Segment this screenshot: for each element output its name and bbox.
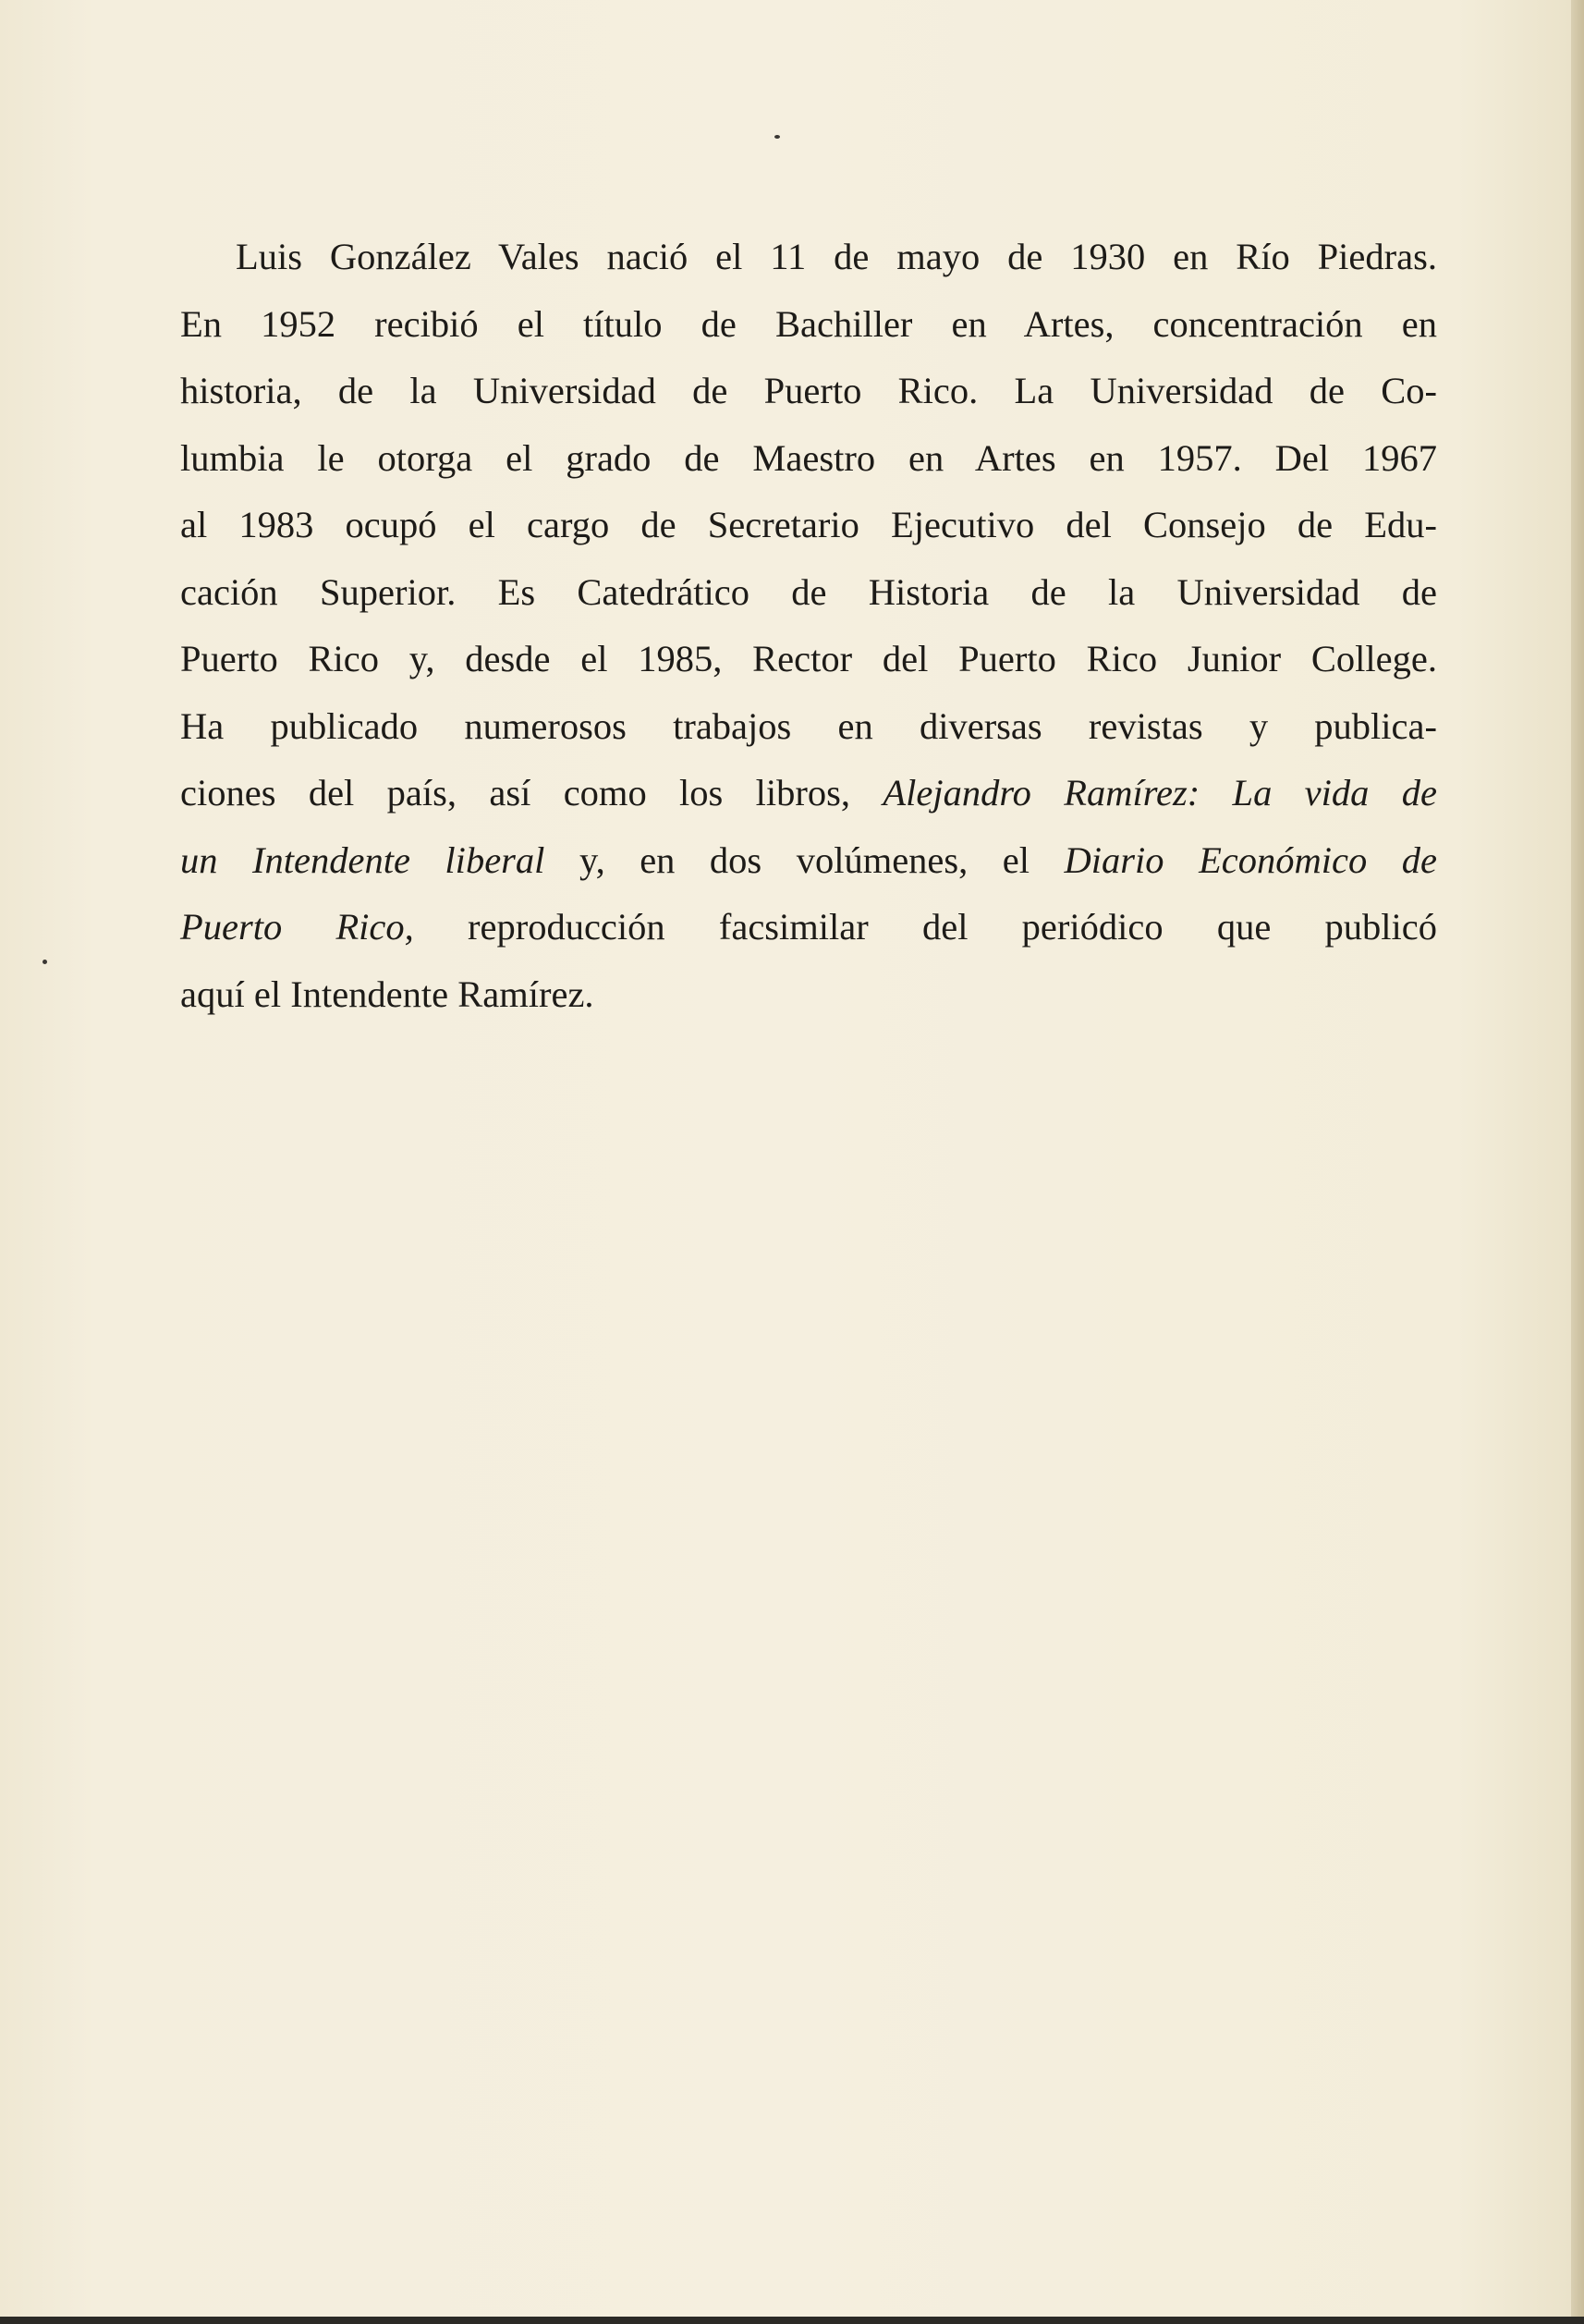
text-line: cación Superior. Es Catedrático de Historia de la Universidad de — [180, 570, 1437, 613]
text-line: historia, de la Universidad de Puerto Rico. La Universidad de Co- — [180, 370, 1437, 411]
text-line: Puerto Rico, reproducción facsimilar del periódico que publicó — [180, 906, 1437, 948]
ink-speck — [774, 135, 780, 139]
biography-paragraph — [180, 224, 1437, 1028]
page-edge-right — [1571, 0, 1584, 2324]
book-title-italic: Alejandro Ramírez: La vida de — [883, 772, 1437, 813]
text-line: En 1952 recibió el título de Bachiller en Artes, concentración en — [180, 302, 1437, 345]
text-line: lumbia le otorga el grado de Maestro en Artes en 1957. Del 1967 — [180, 436, 1437, 479]
text-line: aquí el Intendente Ramírez. — [180, 972, 594, 1015]
text-line: ciones del país, así como los libros, Alejandro Ramírez: La vida de — [180, 772, 1437, 813]
text-line: Ha publicado numerosos trabajos en diversas revistas y publica- — [180, 704, 1437, 747]
book-title-italic: Puerto Rico, — [180, 906, 414, 948]
book-title-italic: Diario Económico de — [1064, 838, 1437, 881]
book-title-italic: un Intendente liberal — [180, 838, 545, 881]
ink-speck — [43, 960, 47, 964]
text-line: Puerto Rico y, desde el 1985, Rector del Puerto Rico Junior College. — [180, 638, 1437, 679]
page-edge-bottom — [0, 2317, 1584, 2324]
text-line: Luis González Vales nació el 11 de mayo de 1930 en Río Piedras. — [236, 236, 1437, 277]
text-line: un Intendente liberal y, en dos volúmenes, el Diario Económico de — [180, 838, 1437, 881]
text-line: al 1983 ocupó el cargo de Secretario Ejecutivo del Consejo de Edu- — [180, 504, 1437, 545]
